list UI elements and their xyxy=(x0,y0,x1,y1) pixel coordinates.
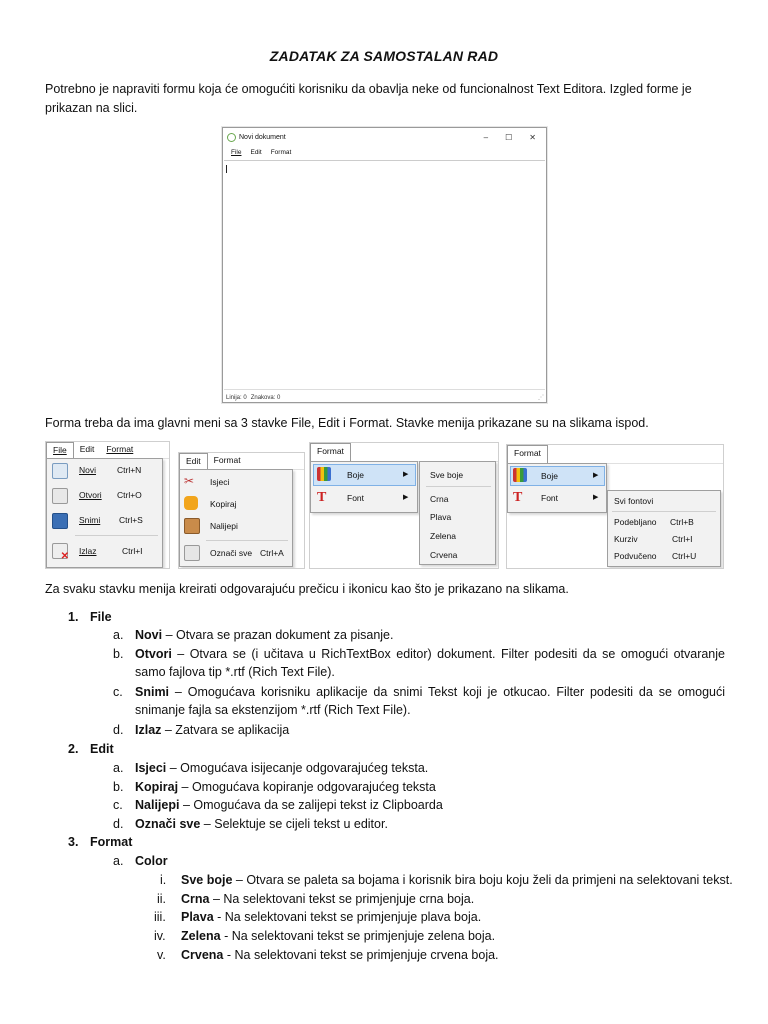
menu-item-isjeci[interactable]: Isjeci xyxy=(210,477,230,487)
menu-item-izlaz[interactable]: Izlaz xyxy=(79,546,97,556)
list-letter: a. xyxy=(113,854,124,868)
close-icon[interactable]: ✕ xyxy=(529,132,536,142)
menu-item-boje[interactable]: Boje xyxy=(347,470,365,480)
subsection-color: Color xyxy=(135,854,168,868)
shortcut-otvori: Ctrl+O xyxy=(117,490,142,500)
format-dropdown xyxy=(310,461,418,513)
shortcut-novi: Ctrl+N xyxy=(117,465,142,475)
save-disk-icon xyxy=(52,513,68,529)
list-number: 1. xyxy=(68,610,79,624)
menu-paragraph: Forma treba da ima glavni meni sa 3 stavke File, Edit i Format. Stavke menija prikazane su na slikama ispod. xyxy=(45,416,649,430)
list-item: Novi – Otvara se prazan dokument za pisanje. xyxy=(135,628,394,642)
list-roman: i. xyxy=(160,873,167,887)
menu-separator xyxy=(75,535,158,536)
list-item: Crna – Na selektovani tekst se primjenjuje crna boja. xyxy=(181,892,475,906)
list-letter: c. xyxy=(113,798,123,812)
window-titlebar xyxy=(223,128,546,146)
menu-item-otvori[interactable]: Otvori xyxy=(79,490,102,500)
list-letter: c. xyxy=(113,685,123,699)
section-edit: Edit xyxy=(90,742,114,756)
paste-clipboard-icon xyxy=(184,518,200,534)
format-dropdown xyxy=(507,463,607,513)
menu-format[interactable]: Format xyxy=(310,443,351,461)
menu-item-sve-boje[interactable]: Sve boje xyxy=(430,470,464,480)
page-title: ZADATAK ZA SAMOSTALAN RAD xyxy=(269,48,499,64)
font-submenu xyxy=(607,490,721,567)
edit-shot-menubar xyxy=(179,453,304,470)
section-file: File xyxy=(90,610,112,624)
list-item: Isjeci – Omogućava isijecanje odgovarajućeg teksta. xyxy=(135,761,429,775)
list-number: 3. xyxy=(68,835,79,849)
list-item: Nalijepi – Omogućava da se zalijepi tekst iz Clipboarda xyxy=(135,798,443,812)
menu-format[interactable]: Format xyxy=(270,148,292,156)
list-item: Plava - Na selektovani tekst se primjenjuje plava boja. xyxy=(181,910,482,924)
editor-window-screenshot xyxy=(222,127,547,403)
list-item: Zelena - Na selektovani tekst se primjenjuje zelena boja. xyxy=(181,929,496,943)
list-letter: b. xyxy=(113,647,124,661)
menu-item-zelena[interactable]: Zelena xyxy=(430,531,456,541)
menu-separator xyxy=(612,511,716,512)
text-caret xyxy=(226,165,227,173)
menu-item-font[interactable]: Font xyxy=(541,493,559,503)
list-roman: ii. xyxy=(157,892,167,906)
status-bar xyxy=(226,395,280,401)
menu-item-boje[interactable]: Boje xyxy=(541,471,559,481)
menu-item-podebljano[interactable]: Podebljano xyxy=(614,517,657,527)
menu-item-font[interactable]: Font xyxy=(347,493,365,503)
menu-item-kurziv[interactable]: Kurziv xyxy=(614,534,638,544)
submenu-arrow-icon: ▶ xyxy=(593,472,599,479)
list-item: Crvena - Na selektovani tekst se primjenjuje crvena boja. xyxy=(181,948,499,962)
list-item: Označi sve – Selektuje se cijeli tekst u editor. xyxy=(135,817,388,831)
rich-text-editor[interactable] xyxy=(224,160,545,390)
shortcut-podebljano: Ctrl+B xyxy=(670,517,694,527)
shortcut-kurziv: Ctrl+I xyxy=(672,534,693,544)
menu-item-crvena[interactable]: Crvena xyxy=(430,550,458,560)
status-chars: Znakova: 0 xyxy=(250,395,281,401)
edit-dropdown xyxy=(179,469,293,567)
minimize-icon[interactable]: – xyxy=(483,132,489,142)
shortcut-podvuceno: Ctrl+U xyxy=(672,551,697,561)
menu-item-crna[interactable]: Crna xyxy=(430,494,449,504)
menu-edit[interactable]: Edit xyxy=(179,453,208,469)
list-item: Kopiraj – Omogućava kopiranje odgovarajućeg teksta xyxy=(135,780,436,794)
new-document-icon xyxy=(52,463,68,479)
shortcut-oznaci-sve: Ctrl+A xyxy=(260,548,284,558)
font-icon: T xyxy=(317,490,327,505)
menu-item-snimi[interactable]: Snimi xyxy=(79,515,101,525)
select-all-icon xyxy=(184,545,200,561)
list-letter: d. xyxy=(113,817,124,831)
format-font-screenshot xyxy=(506,444,724,569)
list-item: Snimi – Omogućava korisniku aplikacije da snimi Tekst koji je otkucao. Filter podesiti da se omogući snimanje fajla sa ekstenzijom *.rtf (Rich Text File). xyxy=(135,685,725,717)
list-item: Sve boje – Otvara se paleta sa bojama i korisnik bira boju koju želi da primjeni na selektovani tekst. xyxy=(181,873,733,887)
window-menubar xyxy=(223,146,546,158)
shortcut-izlaz: Ctrl+I xyxy=(122,546,143,556)
exit-icon: ✕ xyxy=(52,543,68,559)
list-number: 2. xyxy=(68,742,79,756)
list-letter: d. xyxy=(113,723,124,737)
submenu-arrow-icon: ▶ xyxy=(593,494,599,501)
section-format: Format xyxy=(90,835,133,849)
menu-file[interactable]: File xyxy=(46,442,74,458)
menu-item-oznaci-sve[interactable]: Označi sve xyxy=(210,548,253,558)
list-roman: iv. xyxy=(154,929,166,943)
maximize-icon[interactable]: ☐ xyxy=(505,132,513,142)
list-letter: a. xyxy=(113,628,124,642)
copy-icon xyxy=(184,496,198,510)
list-item: Otvori – Otvara se (i učitava u RichTextBox editor) dokument. Filter podesiti da se omogući otvaranje samo fajlova tip *.rtf (Rich Text File). xyxy=(135,647,725,679)
file-menu-screenshot xyxy=(45,441,170,569)
list-letter: a. xyxy=(113,761,124,775)
menu-edit[interactable]: Edit xyxy=(250,148,262,156)
menu-separator xyxy=(206,540,288,541)
menu-separator xyxy=(426,486,491,487)
list-roman: v. xyxy=(157,948,166,962)
colors-submenu xyxy=(419,461,496,565)
menu-item-svi-fontovi[interactable]: Svi fontovi xyxy=(614,496,654,506)
list-item: Izlaz – Zatvara se aplikacija xyxy=(135,723,290,737)
list-roman: iii. xyxy=(154,910,166,924)
submenu-arrow-icon: ▶ xyxy=(403,471,409,478)
color-palette-icon xyxy=(317,467,331,481)
menu-format[interactable]: Format xyxy=(213,455,241,465)
status-lines: Linija: 0 xyxy=(226,395,247,401)
menu-item-nalijepi[interactable]: Nalijepi xyxy=(210,521,238,531)
menu-item-novi[interactable]: Novi xyxy=(79,465,97,475)
edit-menu-screenshot xyxy=(178,452,305,569)
scissors-icon: ✂ xyxy=(184,474,195,488)
shortcut-paragraph: Za svaku stavku menija kreirati odgovarajuću prečicu i ikonicu kao što je prikazano na slikama. xyxy=(45,582,569,596)
color-palette-icon xyxy=(513,468,527,482)
format-shot-menubar xyxy=(310,443,498,462)
list-letter: b. xyxy=(113,780,124,794)
menu-format[interactable]: Format xyxy=(106,444,134,454)
menu-item-podvuceno[interactable]: Podvučeno xyxy=(614,551,657,561)
menu-edit[interactable]: Edit xyxy=(79,444,95,454)
menu-item-plava[interactable]: Plava xyxy=(430,512,452,522)
font-icon: T xyxy=(513,490,523,505)
window-title: Novi dokument xyxy=(239,133,286,141)
menu-item-kopiraj[interactable]: Kopiraj xyxy=(210,499,237,509)
intro-paragraph: Potrebno je napraviti formu koja će omogućiti korisniku da obavlja neke od funcionalnost Text Editora. Izgled forme je prikazan na slici. xyxy=(45,82,692,115)
app-icon xyxy=(227,133,236,142)
format-colors-screenshot xyxy=(309,442,499,569)
submenu-arrow-icon: ▶ xyxy=(403,494,409,501)
file-dropdown xyxy=(46,458,163,568)
menu-file[interactable]: File xyxy=(231,148,242,156)
file-shot-menubar xyxy=(46,442,169,459)
menu-format[interactable]: Format xyxy=(507,445,548,463)
resize-grip-icon[interactable]: ⋰ xyxy=(538,395,544,401)
format-font-shot-menubar xyxy=(507,445,723,464)
shortcut-snimi: Ctrl+S xyxy=(119,515,143,525)
open-document-icon xyxy=(52,488,68,504)
